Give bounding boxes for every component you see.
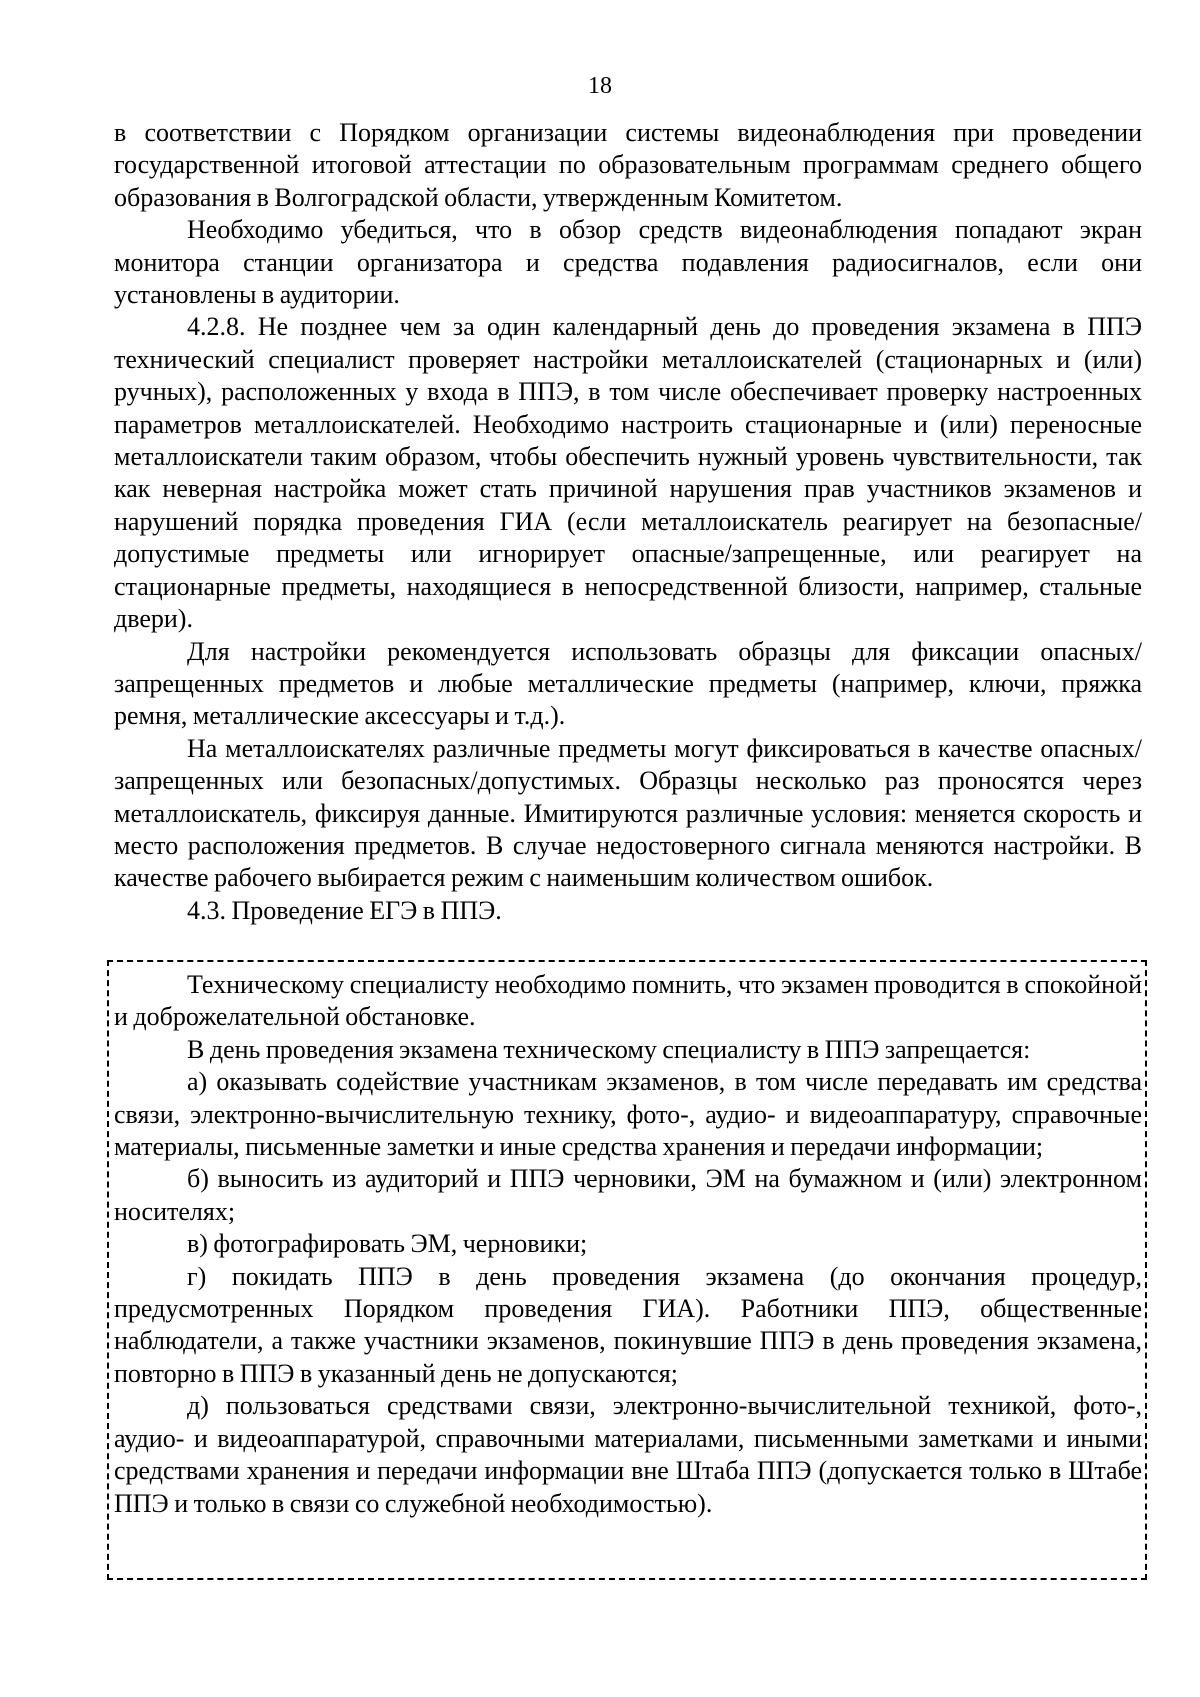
paragraph-video-surveillance-order: в соответствии с Порядком организации системы видеонаблюдения при проведении государственной итоговой аттестации по образовательным программам среднего общего образования в Волгоградской области, утвержденным Комитетом. <box>114 118 1142 212</box>
boxed-item-a: а) оказывать содействие участникам экзаменов, в том числе передавать им средства связи, электронно-вычислительную технику, фото-, аудио- и видеоаппаратуру, справочные материалы, письменные заметки и иные средства хранения и передачи информации; <box>114 1067 1142 1162</box>
boxed-paragraph-calm-atmosphere: Техническому специалисту необходимо помнить, что экзамен проводится в спокойной и доброжелательной обстановке. <box>114 970 1142 1032</box>
boxed-item-b: б) выносить из аудиторий и ППЭ черновики, ЭМ на бумажном и (или) электронном носителях; <box>114 1164 1142 1226</box>
boxed-item-d: д) пользоваться средствами связи, электронно-вычислительной техникой, фото-, аудио- и видеоаппаратурой, справочными материалами, письменными заметками и иными средствами хранения и передачи информации вне Штаба ППЭ (допускается только в Штабе ППЭ и только в связи со служебной необходимостью). <box>114 1391 1142 1518</box>
document-body <box>114 117 1142 927</box>
page-number: 18 <box>588 73 612 99</box>
paragraph-calibration-samples: Для настройки рекомендуется использовать образцы для фиксации опасных/запрещенных предметов и любые металлические предметы (например, ключи, пряжка ремня, металлические аксессуары и т.д.). <box>114 636 1142 731</box>
boxed-paragraph-prohibitions-intro: В день проведения экзамена техническому специалисту в ППЭ запрещается: <box>187 1034 1031 1064</box>
section-heading-4-3: 4.3. Проведение ЕГЭ в ППЭ. <box>187 895 502 925</box>
paragraph-detector-modes: На металлоискателях различные предметы могут фиксироваться в качестве опасных/запрещенных или безопасных/допустимых. Образцы несколько раз проносятся через металлоискатель, фиксируя данные. Имитируются различные условия: меняется скорость и место расположения предметов. В случае недостоверного сигнала меняются настройки. В качестве рабочего выбирается режим с наименьшим количеством ошибок. <box>114 733 1142 893</box>
boxed-item-g: г) покидать ППЭ в день проведения экзамена (до окончания процедур, предусмотренных Порядком проведения ГИА). Работники ППЭ, общественные наблюдатели, а также участники экзаменов, покинувшие ППЭ в день проведения экзамена, повторно в ППЭ в указанный день не допускаются; <box>114 1261 1142 1388</box>
paragraph-camera-coverage: Необходимо убедиться, что в обзор средств видеонаблюдения попадают экран монитора станции организатора и средства подавления радиосигналов, если они установлены в аудитории. <box>114 215 1142 310</box>
boxed-rules <box>114 969 1142 1520</box>
paragraph-4-2-8: 4.2.8. Не позднее чем за один календарный день до проведения экзамена в ППЭ технический специалист проверяет настройки металлоискателей (стационарных и (или) ручных), расположенных у входа в ППЭ, в том числе обеспечивает проверку настроенных параметров металлоискателей. Необходимо настроить стационарные и (или) переносные металлоискатели таким образом, чтобы обеспечить нужный уровень чувствительности, так как неверная настройка может стать причиной нарушения прав участников экзаменов и нарушений порядка проведения ГИА (если металлоискатель реагирует на безопасные/допустимые предметы или игнорирует опасные/запрещенные, или реагирует на стационарные предметы, находящиеся в непосредственной близости, например, стальные двери). <box>114 312 1142 634</box>
boxed-item-v: в) фотографировать ЭМ, черновики; <box>187 1229 588 1259</box>
